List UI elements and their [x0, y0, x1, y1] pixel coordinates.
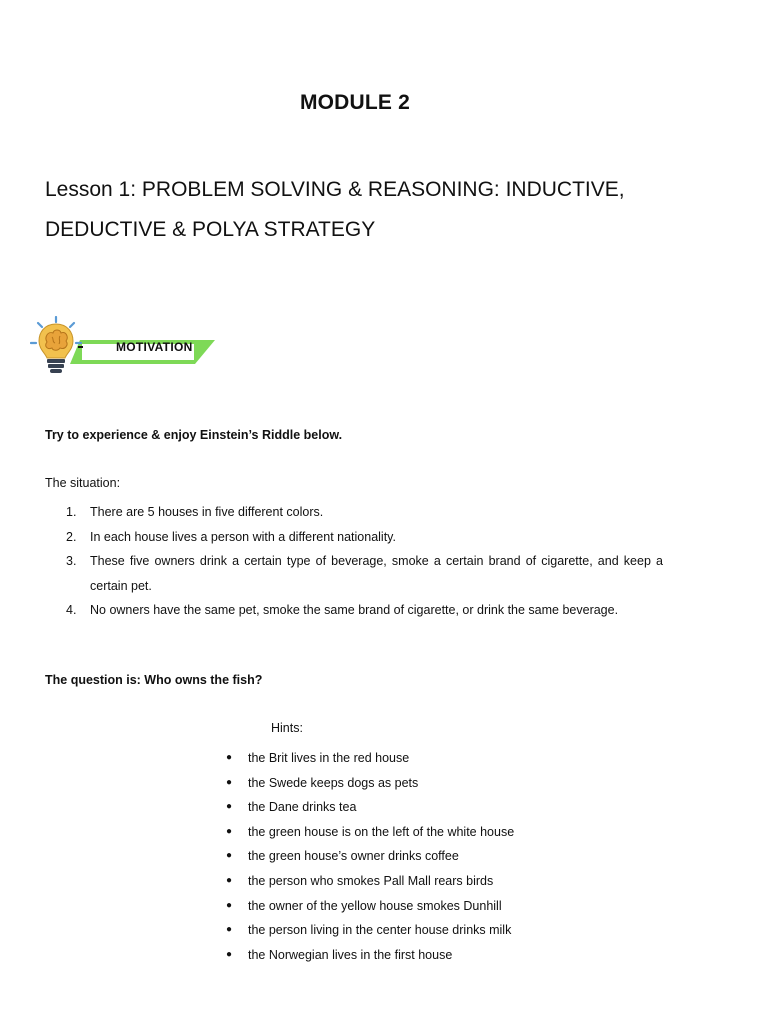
hint-text: the Swede keeps dogs as pets — [248, 775, 419, 790]
bullet-icon: ● — [226, 752, 233, 763]
motivation-label: MOTIVATION — [116, 340, 193, 354]
situation-item-text: There are 5 houses in five different colors. — [90, 505, 324, 519]
hint-item — [226, 771, 514, 796]
bullet-icon: ● — [226, 899, 233, 911]
hint-text: the green house is on the left of the white house — [248, 824, 515, 839]
hint-text: the Dane drinks tea — [248, 800, 357, 815]
brain-shape — [46, 330, 67, 350]
hint-text: the Brit lives in the red house — [248, 751, 410, 765]
hint-text: the green house’s owner drinks coffee — [248, 849, 459, 864]
bullet-icon: ● — [226, 924, 233, 936]
hint-item — [226, 918, 514, 943]
light-ray — [70, 323, 74, 327]
situation-item-number: 1. — [66, 505, 77, 519]
hint-item — [226, 869, 514, 894]
situation-item — [66, 500, 663, 525]
motivation-banner — [30, 316, 220, 380]
bulb-base — [48, 364, 64, 368]
situation-item-number: 2. — [66, 529, 77, 544]
situation-item-number: 4. — [66, 603, 77, 618]
question-text: The question is: Who owns the fish? — [45, 673, 263, 687]
lesson-title — [45, 170, 705, 250]
hint-item — [226, 820, 514, 845]
bullet-icon: ● — [226, 874, 233, 886]
lesson-title-line-1: Lesson 1: PROBLEM SOLVING & REASONING: INDUCTIVE, — [45, 178, 625, 201]
bullet-icon: ● — [226, 801, 233, 813]
hint-item — [226, 894, 514, 919]
hints-label: Hints: — [271, 721, 303, 735]
hint-text: the person living in the center house drinks milk — [248, 923, 512, 938]
situation-list — [66, 500, 663, 623]
situation-item — [66, 549, 663, 598]
light-ray — [38, 323, 42, 327]
hint-item — [226, 746, 514, 771]
hint-text: the owner of the yellow house smokes Dunhill — [248, 898, 502, 913]
module-title: MODULE 2 — [299, 91, 411, 115]
lesson-title-line-2: DEDUCTIVE & POLYA STRATEGY — [45, 218, 376, 241]
bulb-base — [50, 369, 62, 373]
situation-item-number: 3. — [66, 554, 77, 569]
situation-label: The situation: — [45, 476, 121, 490]
hint-item — [226, 844, 514, 869]
situation-item — [66, 598, 663, 623]
hint-text: the Norwegian lives in the first house — [248, 947, 453, 962]
hint-item — [226, 943, 514, 968]
hint-text: the person who smokes Pall Mall rears birds — [248, 873, 494, 888]
bullet-icon: ● — [226, 948, 233, 960]
intro-text: Try to experience & enjoy Einstein’s Riddle below. — [45, 428, 343, 442]
hint-item — [226, 795, 514, 820]
situation-item — [66, 525, 663, 550]
bullet-icon: ● — [226, 850, 233, 862]
hints-list — [226, 746, 514, 967]
bulb-base — [47, 359, 65, 363]
situation-item-text: These five owners drink a certain type of beverage, smoke a certain brand of cigarette, and keep a certain pet. — [90, 554, 663, 593]
lightbulb-brain-icon — [31, 317, 83, 373]
situation-item-text: In each house lives a person with a different nationality. — [90, 529, 396, 544]
bullet-icon: ● — [226, 825, 233, 837]
bullet-icon: ● — [226, 776, 233, 788]
situation-item-text: No owners have the same pet, smoke the same brand of cigarette, or drink the same beverage. — [90, 603, 619, 618]
